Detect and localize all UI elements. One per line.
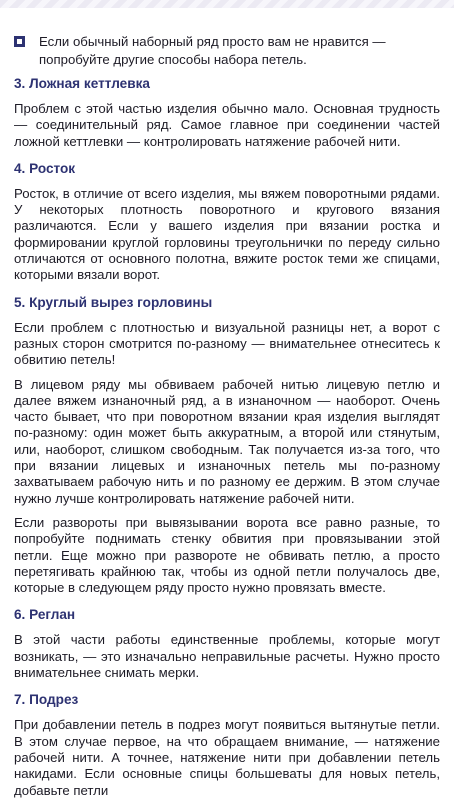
section-heading-6: 6. Реглан [14,607,76,623]
bullet-text: Если обычный наборный ряд просто вам не нравится — попробуйте другие способы набора петель. [39,34,386,67]
square-bullet-icon [14,36,25,47]
paragraph: Росток, в отличие от всего изделия, мы вяжем поворотными рядами. У некоторых плотность поворотного и кругового вязания различаются. Если у вашего изделия при вязании ростка и формировании круглой горловины треугольнички по переду сильно отличаются от основного полотна, вяжите росток теми же спицами, которыми вязали ворот. [14,185,440,283]
article-body [14,75,440,809]
paragraph: Если проблем с плотностью и визуальной разницы нет, а ворот с разных сторон смотрится по-разному — внимательнее отнеситесь к обвитию петель! [14,319,440,368]
section-heading-7: 7. Подрез [14,692,79,708]
decorative-top-strip [0,0,454,8]
paragraph: При добавлении петель в подрез могут появиться вытянутые петли. В этом случае первое, на что обращаем внимание, — натяжение рабочей нити. А точнее, натяжение нити при добавлении петель накидами. Если основные спицы большеваты для новых петель, добавьте петли [14,717,440,798]
paragraph: Если развороты при вывязывании ворота все равно разные, то попробуйте поднимать стенку обвития при провязывании этой петли. Еще можно при развороте не обвивать петлю, а просто перетягивать крайнюю так, чтобы из одной петли получалось две, которые в следующем ряду просто нужно провязать вместе. [14,514,440,596]
paragraph: В лицевом ряду мы обвиваем рабочей нитью лицевую петлю и далее вяжем изнаночный ряд, а в изнаночном — наоборот. Очень часто бывает, что при поворотном вязании края изделия выглядят по-разному: один может быть аккуратным, а второй или стянутым, или, наоборот, слишком свободным. Так получается из-за того, что при вязании лицевых и изнаночных петель мы по-разному захватываем рабочую нить и по разному ее держим. В этом случае нужно лучше контролировать натяжение рабочей нити. [14,376,440,506]
section-heading-5: 5. Круглый вырез горловины [14,294,213,310]
paragraph: В этой части работы единственные проблемы, которые могут возникать, — это изначально неправильные расчеты. Нужно просто внимательнее снимать мерки. [14,632,440,681]
bullet-item [14,33,440,69]
section-heading-3: 3. Ложная кеттлевка [14,76,150,91]
section-heading-4: 4. Росток [14,160,76,176]
paragraph: Проблем с этой частью изделия обычно мало. Основная трудность — соединительный ряд. Самое главное при соединении частей ложной кеттлевки — контролировать натяжение рабочей нити. [14,101,440,149]
